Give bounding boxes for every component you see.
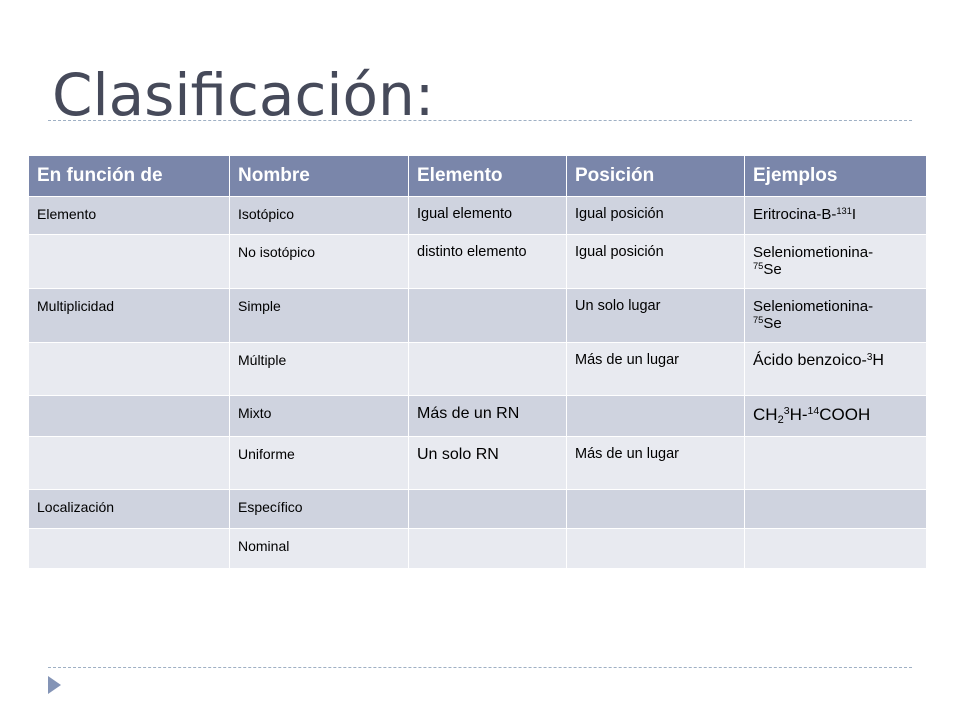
cell-nombre: Isotópico <box>230 197 409 235</box>
cell-elemento: distinto elemento <box>409 235 567 289</box>
header-elemento: Elemento <box>409 156 567 197</box>
ejemplo-text: Seleniometionina- <box>753 298 874 315</box>
ejemplo-text: I <box>851 206 857 223</box>
table-row <box>29 437 927 490</box>
header-en-funcion-de: En función de <box>29 156 230 197</box>
formula-superscript: 3 <box>783 405 790 418</box>
footer-divider <box>48 667 912 668</box>
header-posicion: Posición <box>567 156 745 197</box>
cell-funcion <box>29 529 230 569</box>
header-nombre: Nombre <box>230 156 409 197</box>
ejemplo-text: Ácido benzoico- <box>753 352 867 369</box>
cell-posicion: Más de un lugar <box>567 437 745 490</box>
cell-ejemplo <box>745 235 927 289</box>
cell-posicion: Igual posición <box>567 235 745 289</box>
cell-posicion: Un solo lugar <box>567 289 745 343</box>
title-divider <box>48 120 912 121</box>
cell-nombre: Uniforme <box>230 437 409 490</box>
cell-nombre: Nominal <box>230 529 409 569</box>
ejemplo-text: Seleniometionina- <box>753 244 874 261</box>
formula-text: H- <box>789 405 808 424</box>
cell-ejemplo <box>745 490 927 529</box>
cell-elemento <box>409 343 567 396</box>
classification-table <box>28 155 927 569</box>
cell-funcion: Elemento <box>29 197 230 235</box>
cell-elemento <box>409 529 567 569</box>
ejemplo-text: Se <box>763 315 782 333</box>
play-arrow-icon <box>48 676 61 694</box>
formula-subscript: 2 <box>777 413 784 426</box>
formula-superscript: 14 <box>807 405 820 418</box>
table-row <box>29 289 927 343</box>
cell-nombre: Múltiple <box>230 343 409 396</box>
table-header-row <box>29 156 927 197</box>
table-row <box>29 529 927 569</box>
table-row <box>29 396 927 437</box>
cell-posicion <box>567 529 745 569</box>
table-row <box>29 490 927 529</box>
ejemplo-text: Eritrocina-B- <box>753 206 837 223</box>
cell-elemento: Más de un RN <box>409 396 567 437</box>
cell-posicion <box>567 396 745 437</box>
cell-funcion <box>29 437 230 490</box>
slide-title: Clasificación: <box>52 61 435 129</box>
ejemplo-superscript: 75 <box>753 315 764 326</box>
cell-funcion: Multiplicidad <box>29 289 230 343</box>
formula-text: CH <box>753 405 778 424</box>
table-row <box>29 235 927 289</box>
cell-nombre: Mixto <box>230 396 409 437</box>
cell-elemento: Igual elemento <box>409 197 567 235</box>
cell-funcion <box>29 235 230 289</box>
ejemplo-superscript: 75 <box>753 261 764 272</box>
cell-nombre: Específico <box>230 490 409 529</box>
cell-nombre: Simple <box>230 289 409 343</box>
table-row <box>29 197 927 235</box>
cell-ejemplo <box>745 529 927 569</box>
table-row <box>29 343 927 396</box>
cell-posicion <box>567 490 745 529</box>
cell-posicion: Más de un lugar <box>567 343 745 396</box>
cell-funcion <box>29 343 230 396</box>
cell-nombre: No isotópico <box>230 235 409 289</box>
cell-ejemplo <box>745 437 927 490</box>
ejemplo-superscript: 131 <box>836 205 852 216</box>
cell-ejemplo <box>745 289 927 343</box>
cell-elemento: Un solo RN <box>409 437 567 490</box>
cell-ejemplo <box>745 343 927 396</box>
cell-funcion: Localización <box>29 490 230 529</box>
cell-elemento <box>409 289 567 343</box>
cell-funcion <box>29 396 230 437</box>
cell-ejemplo <box>745 396 927 437</box>
formula-text: COOH <box>819 405 871 424</box>
cell-elemento <box>409 490 567 529</box>
cell-posicion: Igual posición <box>567 197 745 235</box>
ejemplo-superscript: 3 <box>866 351 873 363</box>
cell-ejemplo <box>745 197 927 235</box>
ejemplo-text: H <box>872 352 884 369</box>
ejemplo-text: Se <box>763 261 782 279</box>
header-ejemplos: Ejemplos <box>745 156 927 197</box>
